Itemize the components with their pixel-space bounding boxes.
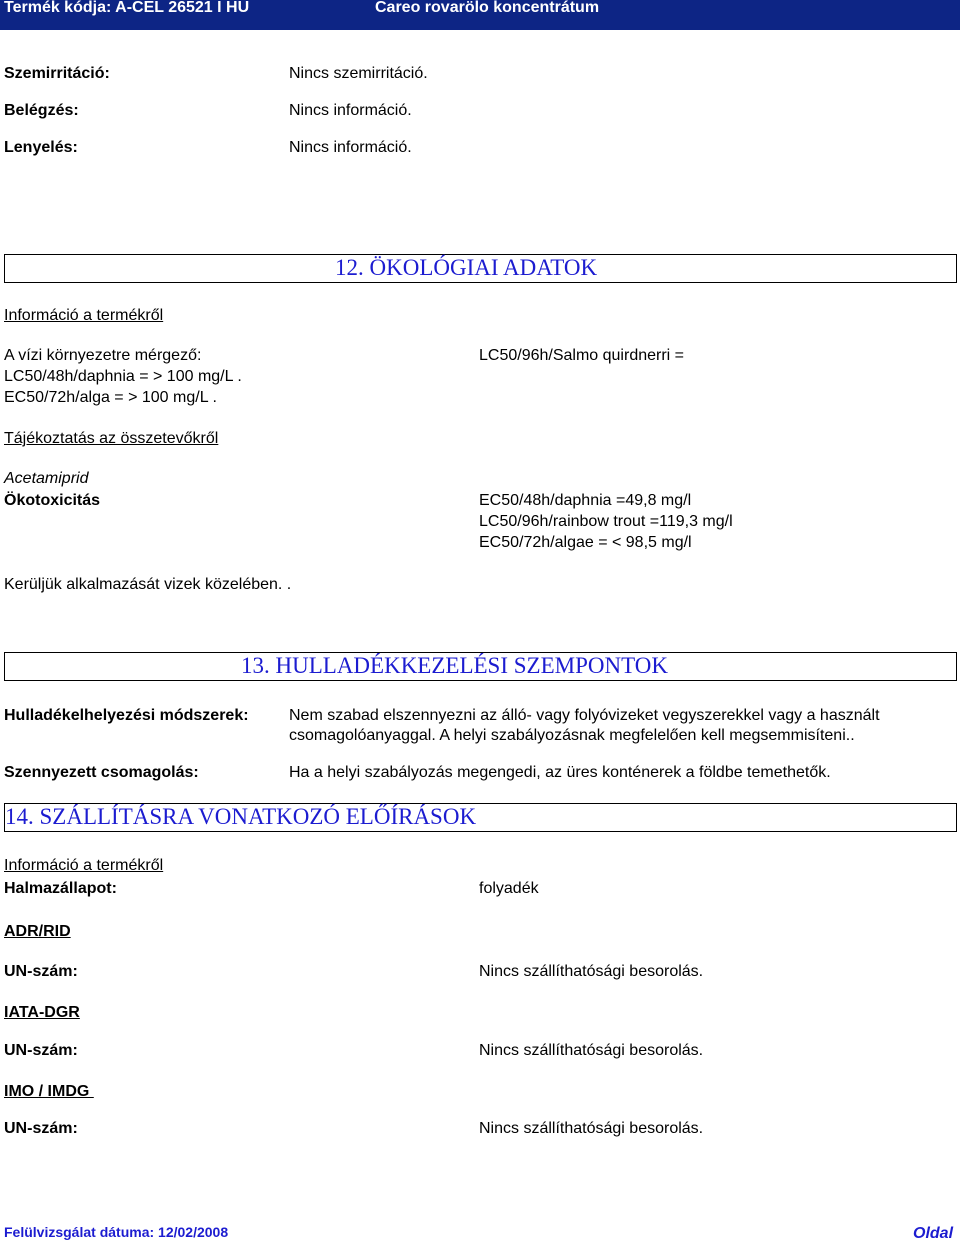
section-14-title: 14. SZÁLLÍTÁSRA VONATKOZÓ ELŐÍRÁSOK bbox=[5, 804, 477, 829]
imo-un-value: Nincs szállíthatósági besorolás. bbox=[479, 1120, 704, 1137]
ingestion-value: Nincs információ. bbox=[289, 139, 412, 156]
component-name: Acetamiprid bbox=[4, 470, 89, 487]
inhalation-value: Nincs információ. bbox=[289, 102, 412, 119]
physical-state-value: folyadék bbox=[479, 880, 539, 897]
page-label: Oldal bbox=[913, 1225, 954, 1242]
product-code: Termék kódja: A-CEL 26521 I HU bbox=[4, 0, 250, 16]
iata-un-value: Nincs szállíthatósági besorolás. bbox=[479, 1042, 704, 1059]
adr-rid-heading: ADR/RID bbox=[4, 923, 71, 940]
iata-dgr-heading: IATA-DGR bbox=[4, 1004, 80, 1021]
avoid-water-note: Kerüljük alkalmazását vizek közelében. . bbox=[4, 576, 292, 593]
eye-irritation-label: Szemirritáció: bbox=[4, 65, 110, 82]
product-name: Careo rovarölo koncentrátum bbox=[375, 0, 600, 16]
aquatic-toxicity-alga: EC50/72h/alga = > 100 mg/L . bbox=[4, 389, 217, 406]
ecotox-value-algae: EC50/72h/algae = < 98,5 mg/l bbox=[479, 534, 692, 551]
component-info-heading: Tájékoztatás az összetevőkről bbox=[4, 430, 219, 447]
physical-state-label: Halmazállapot: bbox=[4, 880, 117, 897]
product-info-heading: Információ a termékről bbox=[4, 307, 164, 324]
adr-un-label: UN-szám: bbox=[4, 963, 78, 980]
salmo-value: LC50/96h/Salmo quirdnerri = bbox=[479, 347, 685, 364]
ecotox-value-trout: LC50/96h/rainbow trout =119,3 mg/l bbox=[479, 513, 733, 530]
section-14-box bbox=[4, 803, 957, 832]
adr-un-value: Nincs szállíthatósági besorolás. bbox=[479, 963, 704, 980]
imo-un-label: UN-szám: bbox=[4, 1120, 78, 1137]
revision-date: Felülvizsgálat dátuma: 12/02/2008 bbox=[4, 1224, 229, 1240]
iata-un-label: UN-szám: bbox=[4, 1042, 78, 1059]
contaminated-packaging-text: Ha a helyi szabályozás megengedi, az üres konténerek a földbe temethetők. bbox=[289, 764, 831, 781]
eye-irritation-value: Nincs szemirritáció. bbox=[289, 65, 428, 82]
imo-imdg-heading: IMO / IMDG bbox=[4, 1083, 94, 1100]
section-13-title: 13. HULLADÉKKEZELÉSI SZEMPONTOK bbox=[241, 653, 668, 678]
contaminated-packaging-label: Szennyezett csomagolás: bbox=[4, 764, 199, 781]
section-12-box bbox=[4, 254, 957, 283]
aquatic-toxicity-daphnia: LC50/48h/daphnia = > 100 mg/L . bbox=[4, 368, 242, 385]
inhalation-label: Belégzés: bbox=[4, 102, 79, 119]
ecotox-value-daphnia: EC50/48h/daphnia =49,8 mg/l bbox=[479, 492, 692, 509]
disposal-methods-label: Hulladékelhelyezési módszerek: bbox=[4, 707, 249, 724]
section-12-title: 12. ÖKOLÓGIAI ADATOK bbox=[335, 255, 598, 280]
aquatic-toxicity-label: A vízi környezetre mérgező: bbox=[4, 347, 202, 364]
document-header bbox=[0, 0, 960, 30]
section-13-box bbox=[4, 652, 957, 681]
transport-product-info-heading: Információ a termékről bbox=[4, 857, 164, 874]
disposal-methods-text: Nem szabad elszennyezni az álló- vagy folyóvizeket vegyszerekkel vagy a használt csomagolóanyaggal. A helyi szabályozásnak megfelelően kell megsemmisíteni.. bbox=[289, 707, 880, 744]
ecotoxicity-label: Ökotoxicitás bbox=[4, 492, 101, 509]
ingestion-label: Lenyelés: bbox=[4, 139, 78, 156]
